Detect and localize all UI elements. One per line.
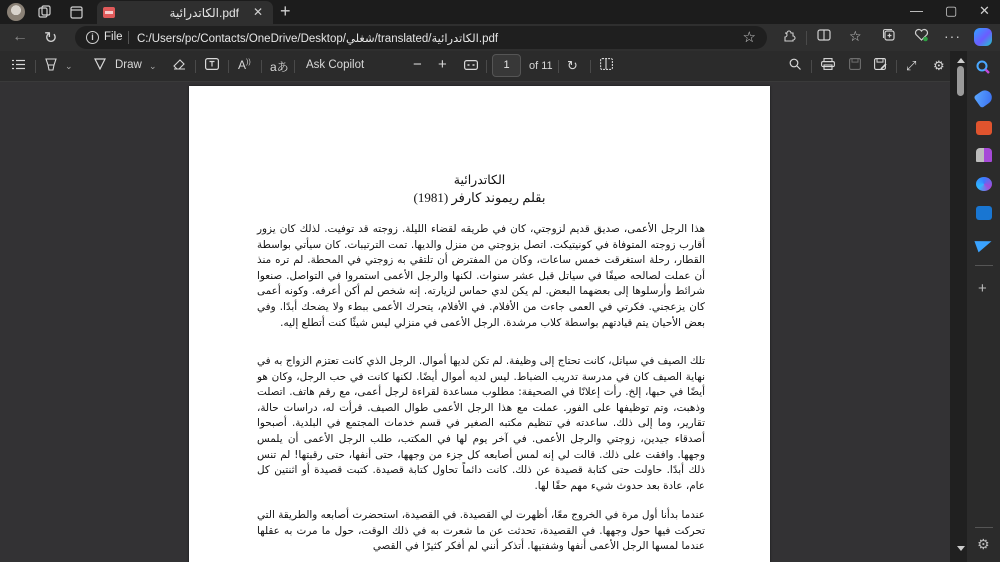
add-text-icon[interactable] <box>205 58 219 73</box>
tab-actions-icon[interactable] <box>67 3 85 21</box>
extensions-icon[interactable] <box>782 28 796 45</box>
favorite-star-icon[interactable]: ☆ <box>742 29 756 46</box>
draw-icon[interactable] <box>94 58 106 73</box>
divider <box>35 60 36 73</box>
shopping-tag-icon[interactable] <box>973 88 994 109</box>
divider <box>486 60 487 73</box>
divider <box>195 60 196 73</box>
vertical-scrollbar[interactable] <box>955 58 967 558</box>
contents-list-icon[interactable] <box>12 58 25 73</box>
tab-title: الكاتدرائية.pdf <box>169 6 239 20</box>
zoom-in-button[interactable]: + <box>438 56 447 73</box>
page-view-icon[interactable] <box>600 58 613 73</box>
divider <box>975 527 993 528</box>
save-as-icon[interactable] <box>874 58 887 73</box>
tab-close-icon[interactable]: ✕ <box>252 5 263 19</box>
close-button[interactable]: ✕ <box>979 3 990 18</box>
add-sidebar-app-button[interactable]: + <box>978 280 987 297</box>
favorites-icon[interactable]: ☆ <box>849 28 862 44</box>
paragraph: تلك الصيف في سياتل، كانت تحتاج إلى وظيفة. لم تكن لديها أموال. الرجل الذي كانت تعتزم الزواج به في نهاية الصيف كان في مدرسة تدريب الضباط. ليس لديه أموال أيضًا. لكنها كانت في حب الرجل، وكان هو أيضًا في حبها، إلخ. رأت إعلانًا في الصحيفة: مطلوب مساعدة لقراءة لرجل أعمى، مع رقم هاتف. اتصلت وذهبت، وتم توظيفها على الفور. عملت مع هذا الرجل الأعمى طوال الصيف. قرأت له، دراسات حالة، تقارير، وما إلى ذلك. ساعدته في تنظيم مكتبه الصغير في قسم خدمات المجتمع في البلدية. أصبحوا أصدقاء جيدين، زوجتي والرجل الأعمى. في آخر يوم لها في المكتب، طلب الرجل الأعمى أن يلمس وجهها. وافقت على ذلك. قالت لي إنه لمس أصابعه كل جزء من وجهها، حتى أنفها، حتى رقبتها! لم تنس ذلك أبدًا. حاولت حتى كتابة قصيدة عن ذلك. كانت دائماً تحاول كتابة قصيدة. كتبت قصيدة أو اثنتين كل عام، عادة بعد حدوث شيء مهم حقًا لها. <box>257 355 705 492</box>
divider <box>261 60 262 73</box>
back-arrow-icon[interactable]: ← <box>12 28 28 45</box>
browser-essentials-icon[interactable] <box>914 28 929 45</box>
save-icon[interactable] <box>849 58 861 73</box>
collections-icon[interactable] <box>882 28 896 45</box>
pdf-page <box>189 86 770 562</box>
draw-chevron-down-icon[interactable]: ⌄ <box>149 61 157 71</box>
document-byline: بقلم ريموند كارفر (1981) <box>413 190 546 205</box>
telegram-icon[interactable] <box>974 236 993 253</box>
sidebar-settings-gear-icon[interactable]: ⚙ <box>977 536 990 552</box>
read-aloud-icon[interactable]: A)) <box>238 58 251 72</box>
divider <box>558 60 559 73</box>
copilot-icon[interactable] <box>974 28 992 46</box>
split-screen-icon[interactable] <box>817 28 831 45</box>
pdf-toolbar <box>0 51 950 82</box>
url-text[interactable]: C:/Users/pc/Contacts/OneDrive/Desktop/شغلي/translated/الكاتدرائية.pdf <box>137 33 499 45</box>
tools-icon[interactable] <box>976 121 992 135</box>
divider <box>294 60 295 73</box>
outlook-icon[interactable] <box>976 206 992 220</box>
edge-sidebar <box>967 51 1000 562</box>
divider <box>128 31 129 44</box>
scheme-label: File <box>104 31 123 43</box>
copilot-icon[interactable] <box>976 177 992 191</box>
pdf-settings-gear-icon[interactable]: ⚙ <box>933 58 945 73</box>
divider <box>228 60 229 73</box>
divider <box>590 60 591 73</box>
scrollbar-thumb[interactable] <box>957 66 964 96</box>
address-toolbar <box>0 24 1000 51</box>
highlight-icon[interactable] <box>45 58 57 74</box>
pdf-icon <box>103 7 115 18</box>
fullscreen-expand-icon[interactable]: ⤢ <box>906 58 917 73</box>
info-icon[interactable]: i <box>86 31 99 44</box>
paragraph: عندما بدأنا أول مرة في الخروج معًا، أظهرت لي القصيدة. في القصيدة، استحضرت أصابعه والطريقة التي تحركت فيها حول وجهها. في القصيدة، تحدثت عن ما شعرت به في ذلك الوقت، حول ما مرت به عقلها عندما لمسها الرجل الأعمى أنفها وشفتيها. أتذكر أنني لم أفكر كثيرًا في القصي <box>257 509 705 553</box>
zoom-out-button[interactable]: − <box>413 56 422 73</box>
maximize-button[interactable]: ▢ <box>945 3 958 18</box>
highlight-chevron-down-icon[interactable]: ⌄ <box>65 61 73 71</box>
sidebar-search-icon[interactable] <box>975 59 991 80</box>
workspaces-icon[interactable] <box>36 3 54 21</box>
title-bar <box>0 0 1000 24</box>
profile-avatar[interactable] <box>7 3 25 21</box>
eraser-icon[interactable] <box>173 58 186 73</box>
address-bar[interactable] <box>75 26 767 49</box>
reload-icon[interactable]: ↻ <box>44 30 58 47</box>
tab-active[interactable] <box>97 1 273 24</box>
divider <box>806 31 807 45</box>
draw-button[interactable]: Draw <box>115 59 142 71</box>
paragraph: هذا الرجل الأعمى، صديق قديم لزوجتي، كان في طريقه لقضاء الليلة. زوجته قد توفيت. لذلك كان يزور أقارب زوجته المتوفاة في كونيتيكت. اتصل بزوجتي من منزل والديها. تمت الترتيبات. كان سيأتي بواسطة القطار، رحلة استغرقت خمس ساعات، وكان من المفترض أن تلتقي به زوجتي في المحطة. لم تره منذ أن عملت لصالحه صيفًا في سياتل قبل عشر سنوات. لكنها والرجل الأعمى استمروا في التواصل. صنعوا شرائط وأرسلوها إلى بعضهما البعض. لم يكن لدي حماس لزيارته. إنه شخص لم أكن أعرفه. وكونه أعمى كان يزعجني. فكرتي في العمى جاءت من الأفلام. في الأفلام، يتحرك الأعمى ببطء ولا يضحك أبدًا. وفي بعض الأحيان يتم قيادتهم بواسطة كلاب مرشدة. الرجل الأعمى في منزلي ليس شيئًا كنت أتطلع إليه. <box>257 223 705 329</box>
divider <box>975 265 993 266</box>
new-tab-button[interactable]: + <box>280 1 291 21</box>
search-icon[interactable] <box>789 58 801 73</box>
games-icon[interactable] <box>976 148 992 162</box>
ask-copilot-button[interactable]: Ask Copilot <box>306 59 365 71</box>
rotate-icon[interactable]: ↻ <box>567 58 578 73</box>
pdf-viewer[interactable] <box>0 82 950 562</box>
fit-to-width-icon[interactable] <box>464 58 478 73</box>
document-title: الكاتدرائية <box>453 173 506 187</box>
divider <box>896 60 897 73</box>
scroll-down-arrow-icon[interactable] <box>957 546 965 551</box>
page-number-input[interactable]: 1 <box>492 54 521 77</box>
scroll-up-arrow-icon[interactable] <box>957 58 965 63</box>
more-menu-icon[interactable]: ··· <box>944 28 961 44</box>
minimize-button[interactable]: — <box>910 3 923 18</box>
divider <box>811 60 812 73</box>
page-count: of 11 <box>529 60 553 72</box>
print-icon[interactable] <box>821 58 835 73</box>
translate-icon[interactable]: aあ <box>270 60 289 74</box>
